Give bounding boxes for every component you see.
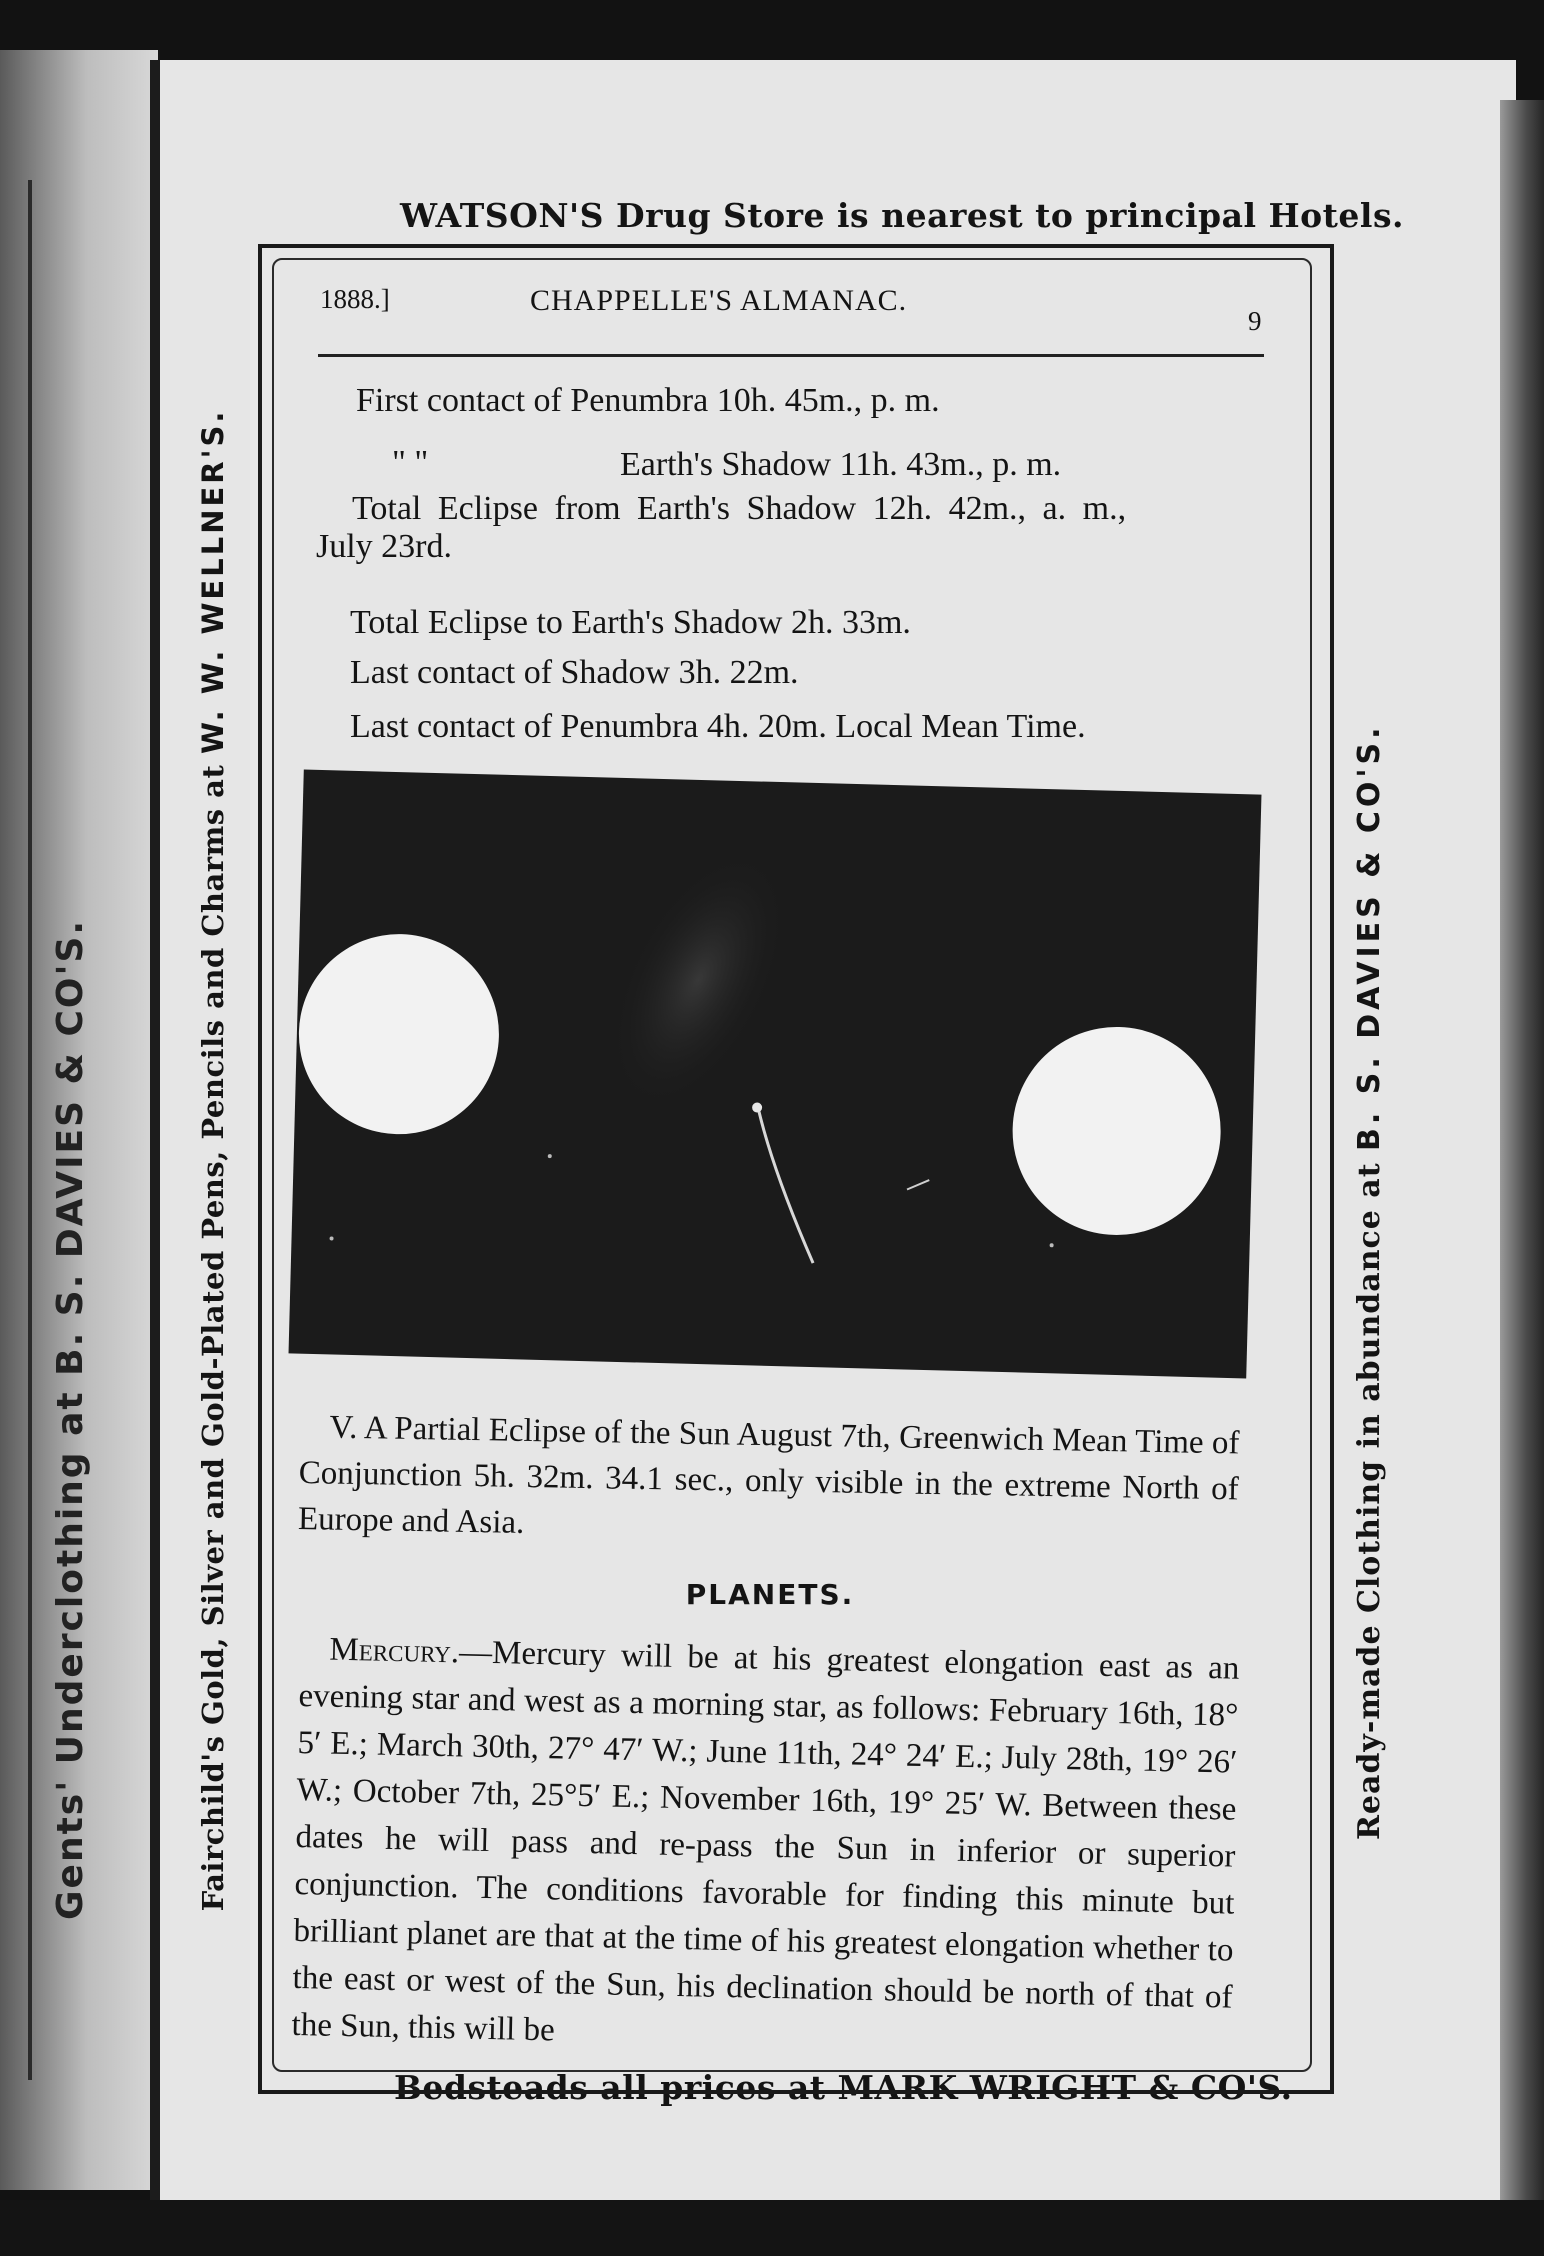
background-shadow [0, 2200, 1544, 2256]
ditto-marks: " " [392, 444, 429, 481]
header-rule [318, 354, 1264, 357]
eclipse-line-3: Total Eclipse from Earth's Shadow 12h. 42m., a. m., [352, 490, 1127, 527]
left-margin-ad [196, 400, 230, 1920]
eclipse-illustration [289, 770, 1262, 1379]
right-ad-name: B. S. DAVIES & CO'S. [1352, 723, 1387, 1151]
eclipse-line-4: Total Eclipse to Earth's Shadow 2h. 33m. [350, 604, 911, 641]
mercury-lead: Mercury. [329, 1631, 460, 1671]
right-margin-ad [1352, 440, 1387, 1840]
eclipse-drawing [289, 770, 1262, 1379]
eclipse-line-1: First contact of Penumbra 10h. 45m., p. m. [356, 382, 940, 419]
left-ad-name: W. W. WELLNER'S. [196, 408, 230, 755]
eclipsed-sun-disc [296, 932, 501, 1137]
mercury-text: —Mercury will be at his greatest elongation east as an evening star and west as a morning star, as follows: February 16th, 18° 5′ E.; March 30th, 27° 47′ W.; June 11th, 24° 24′ E.; July 28th, 19° 26′ W.; October 7th, 25°5′ E.; November 16th, 19° 25′ W. Between these dates he will pass and re-pass the Sun in inferior or superior conjunction. The conditions favorable for finding this minute but brilliant planet are that at the time of his greatest elongation whether to the east or west of the Sun, his declination should be north of that of the Sun, this will be [291, 1634, 1240, 2049]
top-ad: WATSON'S Drug Store is nearest to principal Hotels. [400, 196, 1405, 235]
meteor-head [752, 1102, 762, 1112]
page-title: CHAPPELLE'S ALMANAC. [530, 284, 908, 317]
left-ad-text: Fairchild's Gold, Silver and Gold-Plated Pens, Pencils and Charms at [196, 764, 230, 1912]
nebula-smudge [573, 823, 823, 1136]
facing-page-ad: Gents' Underclothing at B. S. DAVIES & CO'S. [50, 918, 91, 1920]
eclipse-line-6: Last contact of Penumbra 4h. 20m. Local Mean Time. [350, 708, 1086, 745]
eclipse-line-5: Last contact of Shadow 3h. 22m. [350, 654, 799, 691]
eclipse-line-3b: July 23rd. [316, 528, 452, 565]
speck-mark [907, 1179, 929, 1190]
facing-page-border [8, 180, 32, 2080]
bottom-ad: Bedsteads all prices at MARK WRIGHT & CO'S. [394, 2068, 1293, 2107]
moon-disc [1010, 1024, 1223, 1237]
header-year: 1888.] [320, 284, 390, 314]
section-heading: PLANETS. [685, 1578, 855, 1611]
right-ad-text: Ready-made Clothing in abundance at [1352, 1162, 1387, 1840]
page-edge [1500, 100, 1544, 2256]
mercury-paragraph [291, 1626, 1240, 2069]
figure-caption: V. A Partial Eclipse of the Sun August 7th, Greenwich Mean Time of Conjunction 5h. 32m. 34.1 sec., only visible in the extreme North of Europe and Asia. [297, 1409, 1240, 1541]
star-speck [329, 1236, 333, 1240]
star-speck [1050, 1243, 1054, 1247]
star-speck [548, 1154, 552, 1158]
eclipse-line-2: Earth's Shadow 11h. 43m., p. m. [620, 446, 1062, 483]
page-number: 9 [1248, 306, 1262, 336]
meteor-trail [755, 1112, 817, 1263]
